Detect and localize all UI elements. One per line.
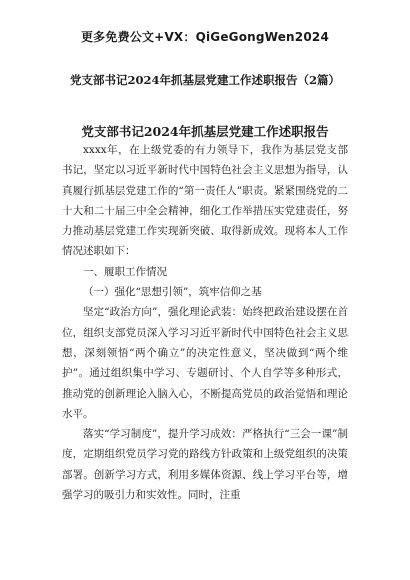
article-body [62, 140, 348, 505]
intro-paragraph: xxxx年，在上级党委的有力领导下，我作为基层党支部书记，坚定以习近平新时代中国特色社会主义思想为指导，认真履行抓基层党建工作的“第一责任人”职责。紧紧围绕党的二十大和二十届三中全会精神，细化工作举措压实党建责任，努力推动基层党建工作实现新突破、取得新成效。现将本人工作情况述职如下： [62, 144, 348, 258]
body-paragraph-2: 落实“学习制度”，提升学习成效：严格执行“三会一课”制度，定期组织党员学习党的路线方针政策和上级党组织的决策部署。创新学习方式，利用多媒体资源、线上学习平台等，增强学习的吸引力和实效性。同时，注重 [62, 428, 348, 502]
watermark-text: 更多免费公文+VX：QiGeGongWen2024 [80, 30, 329, 44]
heading-level-1: 一、履职工作情况 [83, 265, 167, 278]
heading-level-2: （一）强化“思想引领”，筑牢信仰之基 [83, 286, 262, 299]
article-title: 党支部书记2024年抓基层党建工作述职报告 [81, 124, 329, 139]
body-paragraph-1: 坚定“政治方向”，强化理论武装：始终把政治建设摆在首位，组织支部党员深入学习习近平新时代中国特色社会主义思想，深刻领悟“两个确立”的决定性意义，坚决做到“两个维护”。通过组织集中学习、专题研讨、个人自学等多种形式，推动党的创新理论入脑入心，不断提高党员的政治觉悟和理论水平。 [62, 306, 348, 420]
document-title: 党支部书记2024年抓基层党建工作述职报告（2篇） [69, 73, 340, 87]
